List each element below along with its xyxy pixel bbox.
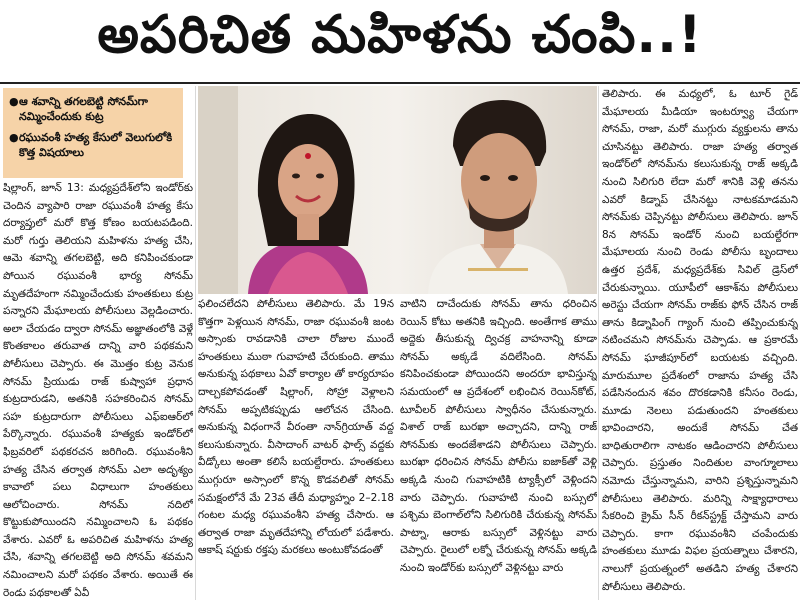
bullet-icon: ● xyxy=(9,131,19,144)
bullet-icon: ● xyxy=(9,95,19,108)
couple-photo xyxy=(198,86,597,294)
headline: అపరిచిత మహిళను చంపి..! xyxy=(97,4,703,65)
highlights-box xyxy=(3,88,183,178)
article-column-4: తెలిపారు. ఈ మధ్యలో, ఓ టూర్ గైడ్ మేఘాలయ మీడియా ఇంటర్వ్యూ చేయగా సోనమ్, రాజా, మరో ముగ్గురు వ్యక్తులను తాను చూసినట్టు తెలిపారు. రాజా హత్య తర్వాత ఇండోర్‌లో సోనమ్‌ను కలుసుకున్న రాజ్ అక్కడి నుంచి సిలిగురి లేదా మరో శానికి వెళ్లి తనను ఎవరో కిడ్నాప్ చేసినట్టు నాటకమాడమని సోనమ్‌కు చెప్పినట్టు పోలీసులు తెలిపారు. జూన్ 8న సోనమ్ ఇండోర్ నుంచి బయల్దేరగా మేఘాలయ నుంచి రెండు పోలీసు బృందాలు ఉత్తర ప్రదేశ్, మధ్యప్రదేశ్‌కు సివిల్ డ్రెస్‌లో చేరుకున్నాయి. యూపీలో ఆకాశ్‌ను పోలీసులు అరెస్టు చేయగా సోనమ్ రాజ్‌కు ఫోన్ చేసిన రాజ్ తాను కిడ్నాపింగ్ గ్యాంగ్ నుంచి తప్పించుకున్న నటించమని సోనమ్‌ను చెప్పాడు. ఆ ప్రకారమే సోనమ్ ఘాజీపూర్‌లో బయటకు వచ్చింది. మారుమూల ప్రదేశంలో రాజాను హత్య చేసి పడేసినందున శవం దొరకడానికి కనీసం రెండు, మూడు నెలలు పడుతుందని హంతకులు భావించారని, అందుకే సోనమ్ చేత బాధితురాలిగా నాటకం ఆడించారని పోలీసులు చెప్పారు. ప్రస్తుతం నిందితుల వాంగ్మూలాలు నమోదు చేస్తున్నామని, వారిని ప్రశ్నిస్తున్నామని పోలీసులు తెలిపారు. మరిన్ని సాక్ష్యాధారాలు సేకరించి క్రైమ్ సీన్ రీకన్‌స్ట్రక్ట్ చేస్తామని వారు చెప్పారు. కాగా రఘువంశీని చంపేందుకు హంతకులు మూడు విఫల ప్రయత్నాలు చేశారని, నాలుగో ప్రయత్నంలో అతడిని హత్య చేశారని పోలీసులు తెలిపారు. xyxy=(602,88,798,593)
article-column-3: వాటిని దాచేందుకు సోనమ్ తాను ధరించిన రెయిన్ కోటు అతనికి ఇచ్చింది. అంతేగాక తాము అద్దెకు తీసుకున్న ద్విచక్ర వాహనాన్ని కూడా సోనమ్ అక్కడే వదిలేసింది. సోనమ్ కనిపించకుండా పోయిందని అందరూ భావిస్తున్న సమయంలో ఆ ప్రదేశంలో లభించిన రెయిన్‌కోట్, టూవీలర్ పోలీసులు స్వాధీనం చేసుకున్నారు. విశాల్ రాజ్ బురఖా అచ్చాదని, దాన్ని రాజ్ సోనమ్‌కు అందజేశాడని పోలీసులు చెప్పారు. బురఖా ధరించిన సోనమ్ పోలీసు ఐజాక్‌తో వెళ్లి అక్కడి నుంచి గువాహటికి ట్యాక్సీలో వెళ్లిందని వారు చెప్పారు. గువాహటి నుంచి బస్సులో పశ్చిమ బెంగాల్‌లోని సిలిగురికి చేరుకున్న సోనమ్ పాట్నా, ఆరాకు బస్సులో వెళ్లినట్టు వారు చెప్పారు. రైలులో లక్నో చేరుకున్న సోనమ్ అక్కడి నుంచి ఇండోర్‌కు బస్సులో వెళ్లినట్టు వారు xyxy=(400,298,597,574)
highlight-item: ● ఆ శవాన్ని తగలబెట్టి సోనమ్‌గా నమ్మించేందుకు కుట్ర xyxy=(9,95,148,123)
column-divider xyxy=(195,86,196,600)
column-divider xyxy=(598,86,599,600)
article-column-2: ఫలించలేదని పోలీసులు తెలిపారు. మే 19న కొత్తగా పెళ్లయిన సోనమ్, రాజా రఘువంశీ జంట అస్సాంకు రావడానికి చాలా రోజుల ముందే హంతకులు ముఠా గువాహటి చేరుకుంది. తాము అనుకున్న పథకాలు ఏవో కార్యాల తో కార్యరూపం దాల్చకపోవడంతో షిల్లాంగ్, సోహ్రా వెళ్లాలని సోనమ్ అప్పటికప్పుడు ఆలోచన చేసింది. అనుకున్న విధంగానే వీరంతా నాన్‌గ్రియాత్ వద్ద కలుసుకున్నారు. వీసాదాంగ్ వాటర్ ఫాల్స్ వద్దకు వీడ్కోలు అంతా కలిసే బయల్దేరారు. హంతకులు ముగ్గురూ అస్సాంలో కొన్న కొడవలితో సోనమ్ సమక్షంలోనే మే 23వ తేదీ మధ్యాహ్నం 2–2.18 గంటల మధ్య రఘువంశీని హత్య చేసారు. ఆ తర్వాత రాజా మృతదేహాన్ని లోయలో పడేశారు. ఆకాష్ షర్టుకు రక్తపు మరకలు అంటుకోవడంతో xyxy=(198,298,394,557)
highlight-item: ● రఘువంశీ హత్య కేసులో వెలుగులోకి కొత్త విషయాలు xyxy=(9,131,173,159)
headline-rule xyxy=(0,82,800,84)
article-column-1: షిల్లాంగ్, జూన్ 13: మధ్యప్రదేశ్‌లోని ఇండోర్‌కు చెందిన వ్యాపారి రాజా రఘువంశీ హత్య కేసు దర్యాప్తులో మరో కొత్త కోణం బయటపడింది. మరో గుర్తు తెలియని మహిళను హత్య చేసి, ఆమె శవాన్ని తగలబెట్టి, అది కనిపించకుండా పోయిన రఘువంశీ భార్య సోనమ్ మృతదేహంగా నమ్మించేందుకు హంతకులు కుట్ర పన్నారని మేఘాలయ పోలీసులు వెల్లడించారు. అలా చేయడం ద్వారా సోనమ్ అజ్ఞాతంలోకి వెళ్లే కొంతకాలం తరువాత దాన్ని వారి పథకమని పోలీసులు చెప్పారు. ఈ మొత్తం కుట్ర వెనుక సోనమ్ ప్రియుడు రాజ్ కుష్వాహా ప్రధాన కుట్రదారుడని, అతనికి సహకరించిన సోనమ్ సహ కుట్రదారుగా పోలీసులు ఎఫ్ఐఆర్‌లో పేర్కొన్నారు. రఘువంశీ హత్యకు ఇండోర్‌లో ఫిబ్రవరిలో పథకరచన జరిగింది. రఘువంశీని హత్య చేసిన తర్వాత సోనమ్ ఎలా అదృశ్యం కావాలో పలు విధాలుగా హంతకులు ఆలోచించారు. సోనమ్ నదిలో కొట్టుకుపోయిందని నమ్మించాలని ఓ పథకం వేశారు. ఎవరో ఓ అపరిచిత మహిళను హత్య చేసి, శవాన్ని తగలబెట్టి అది సోనమ్ శవమని నమించాలని మరో పథకం వేశారు. అయితే ఈ రెండు పథకాలతో ఏవీ xyxy=(3,182,193,599)
